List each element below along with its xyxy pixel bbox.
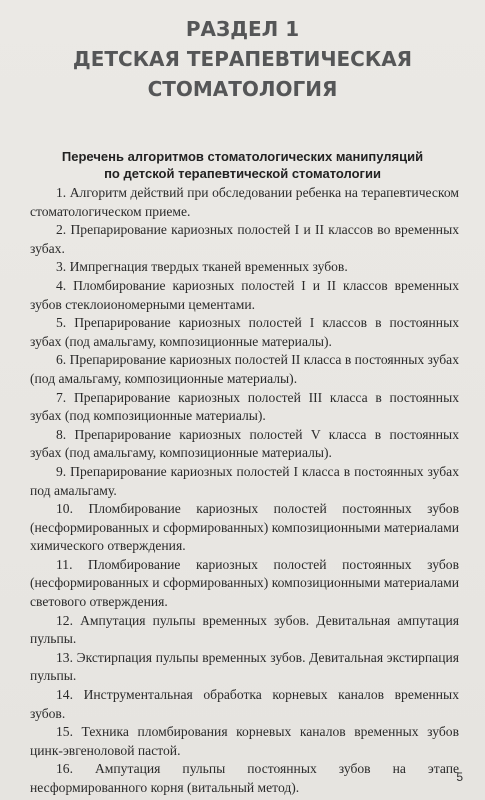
chapter-title-line-2: СТОМАТОЛОГИЯ <box>147 77 338 101</box>
list-item-10: 10. Пломбирование кариозных полостей постоянных зубов (несформированных и сформированных) композиционными материалами химического отверждения. <box>30 501 459 554</box>
list-item-14: 14. Инструментальная обработка корневых каналов временных зубов. <box>30 687 459 721</box>
list-item-12: 12. Ампутация пульпы временных зубов. Девитальная ампутация пульпы. <box>30 612 459 647</box>
list-title-line-2: по детской терапевтической стоматологии <box>104 166 381 181</box>
list-item-1: 1. Алгоритм действий при обследовании ребенка на терапевтическом стоматологическом приеме. <box>30 185 459 219</box>
list-title <box>0 148 485 182</box>
list-item-4: 4. Пломбирование кариозных полостей I и II классов временных зубов стеклоиономерными цементами. <box>30 277 459 312</box>
page-number: 5 <box>456 770 463 784</box>
list-item-13: 13. Экстирпация пульпы временных зубов. Девитальная экстирпация пульпы. <box>30 649 459 684</box>
chapter-title-line-1: ДЕТСКАЯ ТЕРАПЕВТИЧЕСКАЯ <box>72 47 413 71</box>
list-item-9: 9. Препарирование кариозных полостей I класса в постоянных зубах под амальгаму. <box>30 463 459 498</box>
list-title-line-1: Перечень алгоритмов стоматологических манипуляций <box>61 149 424 164</box>
list-item-3: 3. Импрегнация твердых тканей временных зубов. <box>56 259 348 275</box>
list-item-8: 8. Препарирование кариозных полостей V класса в постоянных зубах (под амальгаму, композиционные материалы). <box>30 426 459 461</box>
list-item-5: 5. Препарирование кариозных полостей I классов в постоянных зубах (под амальгаму, композиционные материалы). <box>30 315 459 349</box>
list-item-7: 7. Препарирование кариозных полостей III класса в постоянных зубах (под композиционные материалы). <box>30 389 459 424</box>
list-item-2: 2. Препарирование кариозных полостей I и II классов во временных зубах. <box>30 222 459 256</box>
list-item-16: 16. Ампутация пульпы постоянных зубов на этапе несформированного корня (витальный метод). <box>30 761 459 795</box>
list-item-11: 11. Пломбирование кариозных полостей постоянных зубов (несформированных и сформированных) композиционными материалами светового отверждения. <box>30 556 459 610</box>
chapter-number: РАЗДЕЛ 1 <box>185 17 300 41</box>
list-item-6: 6. Препарирование кариозных полостей II класса в постоянных зубах (под амальгаму, композиционные материалы). <box>30 352 459 386</box>
chapter-heading <box>0 14 485 104</box>
algorithm-list <box>30 184 459 798</box>
list-item-15: 15. Техника пломбирования корневых каналов временных зубов цинк-эвгеноловой пастой. <box>30 724 459 758</box>
